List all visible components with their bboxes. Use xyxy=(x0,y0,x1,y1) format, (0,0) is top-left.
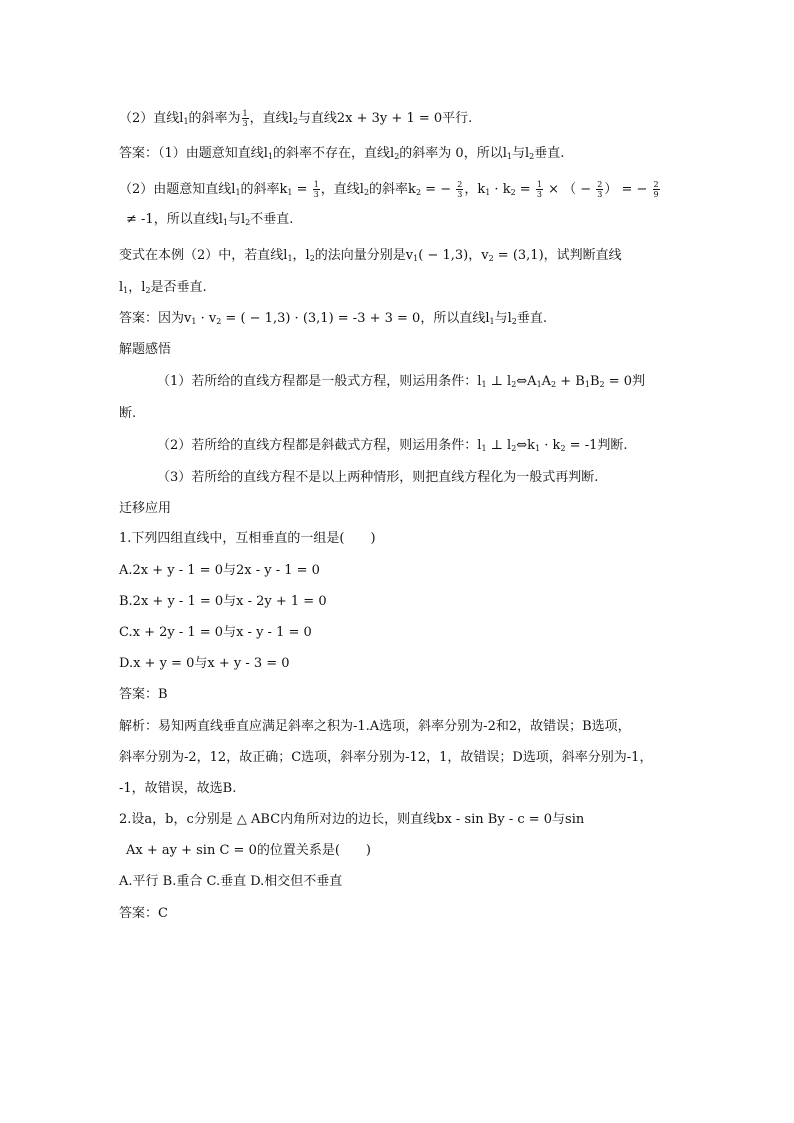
line-6: $l_1$，$l_2$是否垂直. xyxy=(119,280,207,295)
section-heading: 迁移应用 xyxy=(119,501,172,516)
fraction: $\frac{2}{9}$ xyxy=(653,180,659,199)
fraction: $\frac{1}{3}$ xyxy=(313,180,319,199)
line-5: 变式在本例（2）中，若直线$l_1$，$l_2$的法向量分别是$v_1( - 1,3)$，$v_2 = (3,1)$，试判断直线 xyxy=(119,248,622,263)
line-1: （2）直线$l_1$的斜率为 $\frac{1}{3}$ ，直线$l_2$与直线2x + 3y + 1 = 0平行. xyxy=(119,109,473,128)
fraction: $\frac{2}{3}$ xyxy=(597,180,603,199)
option-c: C.x + 2y - 1 = 0与x - y - 1 = 0 xyxy=(119,625,312,640)
line-12: （3）若所给的直线方程不是以上两种情形，则把直线方程化为一般式再判断. xyxy=(157,470,599,485)
question-2-cont: Ax + ay + sin C = 0的位置关系是( ) xyxy=(126,843,371,858)
option-a: A.2x + y - 1 = 0与2x - y - 1 = 0 xyxy=(119,563,320,578)
question-2: 2.设a，b，c分别是 △ ABC内角所对边的边长，则直线bx - sin By - c = 0与sin xyxy=(119,812,585,827)
analysis-line: -1，故错误，故选B. xyxy=(119,781,237,796)
line-2: 答案：（1）由题意知直线$l_1$的斜率不存在，直线$l_2$的斜率为 0，所以$l_1$与$l_2$垂直. xyxy=(119,146,565,161)
option-b: B.2x + y - 1 = 0与x - 2y + 1 = 0 xyxy=(119,594,327,609)
answer: 答案：B xyxy=(119,687,168,702)
line-9: （1）若所给的直线方程都是一般式方程，则运用条件：$l_1$ ⊥ $l_2\Leftrightarrow A_1A_2 + B_1B_2 = 0$判 xyxy=(157,374,646,389)
line-3: （2）由题意知直线$l_1$的斜率$k_1$ = $\frac{1}{3}$ ，直线$l_2$的斜率$k_2$ = − $\frac{2}{3}$ ，$k_1 \cdot k_2$ = $\frac{1}{3}$ × （ − $\frac{2}{3}$ ） = − $\frac{2}{9}$ xyxy=(119,180,659,199)
analysis-line: 斜率分别为-2，12，故正确；C选项，斜率分别为-12，1，故错误；D选项，斜率分别为-1， xyxy=(119,750,653,765)
analysis-line: 解析：易知两直线垂直应满足斜率之积为-1.A选项，斜率分别为-2和2，故错误；B选项， xyxy=(119,719,631,734)
answer: 答案：C xyxy=(119,906,168,921)
fraction: $\frac{1}{3}$ xyxy=(242,109,248,128)
question-1: 1.下列四组直线中，互相垂直的一组是( ) xyxy=(119,531,376,546)
line-7: 答案：因为$v_1 \cdot v_2$ = ( − 1,3) · (3,1) = -3 + 3 = 0，所以直线$l_1$与$l_2$垂直. xyxy=(119,311,547,326)
fraction: $\frac{2}{3}$ xyxy=(457,180,463,199)
line-10: 断. xyxy=(119,406,137,421)
options-line: A.平行 B.重合 C.垂直 D.相交但不垂直 xyxy=(119,874,343,889)
option-d: D.x + y = 0与x + y - 3 = 0 xyxy=(119,656,290,671)
section-heading: 解题感悟 xyxy=(119,342,172,357)
line-4: ≠ -1，所以直线$l_1$与$l_2$不垂直. xyxy=(126,212,294,227)
line-11: （2）若所给的直线方程都是斜截式方程，则运用条件：$l_1$ ⊥ $l_2\Leftrightarrow k_1 \cdot k_2 = -1$判断. xyxy=(157,438,628,453)
fraction: $\frac{1}{3}$ xyxy=(536,180,542,199)
